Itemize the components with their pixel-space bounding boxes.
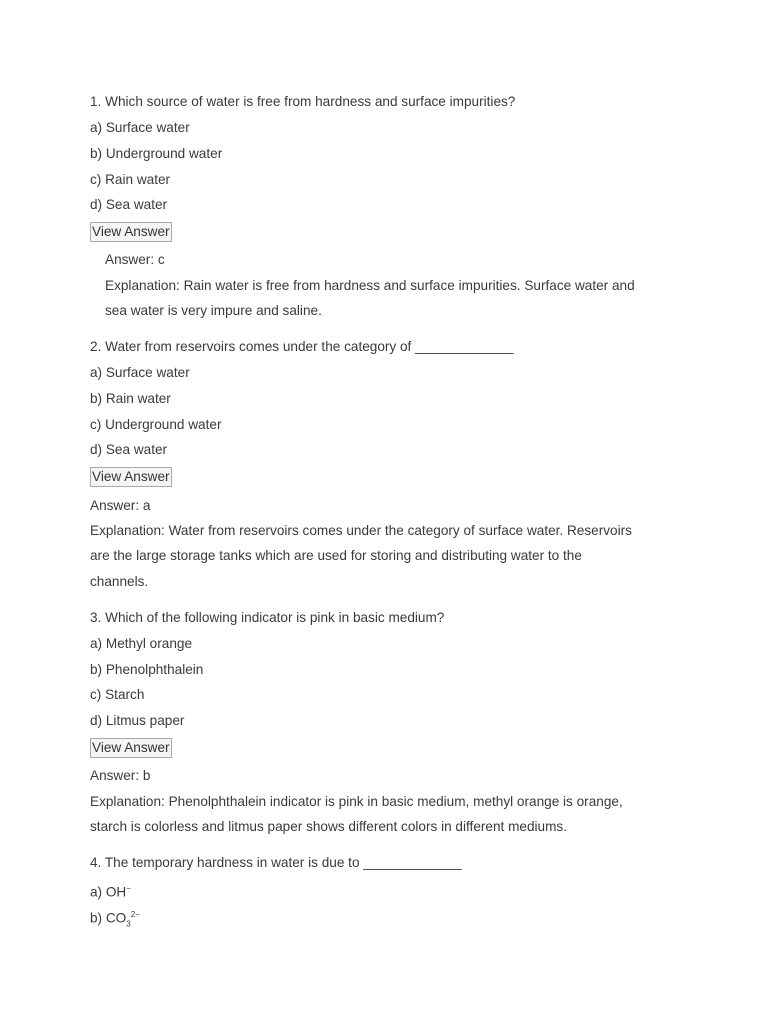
question-3-explanation-line-1: Explanation: Phenolphthalein indicator is pink in basic medium, methyl orange is orange, xyxy=(90,794,623,809)
option-a-superscript: − xyxy=(126,884,131,893)
question-1-text: 1. Which source of water is free from hardness and surface impurities? xyxy=(90,94,516,109)
question-1-option-b: b) Underground water xyxy=(90,146,223,161)
question-4-option-a xyxy=(90,880,131,907)
question-4-option-b xyxy=(90,906,140,933)
question-3-option-c: c) Starch xyxy=(90,687,145,702)
question-3-option-d: d) Litmus paper xyxy=(90,713,185,728)
question-2-text: 2. Water from reservoirs comes under the category of _____________ xyxy=(90,339,514,354)
question-3-answer: Answer: b xyxy=(90,768,151,783)
option-b-prefix: b) CO xyxy=(90,910,127,926)
question-3-option-a: a) Methyl orange xyxy=(90,636,193,651)
question-1-option-d: d) Sea water xyxy=(90,197,168,212)
question-2-explanation-line-1: Explanation: Water from reservoirs comes under the category of surface water. Reservoirs xyxy=(90,523,632,538)
question-1-explanation-line-1: Explanation: Rain water is free from hardness and surface impurities. Surface water and xyxy=(105,278,635,293)
question-1-answer: Answer: c xyxy=(105,252,165,267)
question-3-text: 3. Which of the following indicator is pink in basic medium? xyxy=(90,610,445,625)
option-b-superscript: 2− xyxy=(130,910,140,919)
view-answer-button-3[interactable]: View Answer xyxy=(90,738,172,758)
option-b-subscript: 3 xyxy=(126,919,131,929)
question-2-option-c: c) Underground water xyxy=(90,417,222,432)
question-1-explanation-line-2: sea water is very impure and saline. xyxy=(105,303,322,318)
question-3-explanation-line-2: starch is colorless and litmus paper shows different colors in different mediums. xyxy=(90,819,568,834)
question-2-option-b: b) Rain water xyxy=(90,391,171,406)
question-2-answer: Answer: a xyxy=(90,498,151,513)
view-answer-button-2[interactable]: View Answer xyxy=(90,467,172,487)
question-2-option-a: a) Surface water xyxy=(90,365,190,380)
question-3-option-b: b) Phenolphthalein xyxy=(90,662,204,677)
question-1-option-a: a) Surface water xyxy=(90,120,190,135)
question-4-text: 4. The temporary hardness in water is due to _____________ xyxy=(90,855,462,870)
question-2-explanation-line-2: are the large storage tanks which are used for storing and distributing water to the xyxy=(90,548,582,563)
option-a-prefix: a) OH xyxy=(90,884,127,900)
question-2-explanation-line-3: channels. xyxy=(90,574,149,589)
question-2-option-d: d) Sea water xyxy=(90,442,168,457)
question-1-option-c: c) Rain water xyxy=(90,172,171,187)
view-answer-button-1[interactable]: View Answer xyxy=(90,222,172,242)
